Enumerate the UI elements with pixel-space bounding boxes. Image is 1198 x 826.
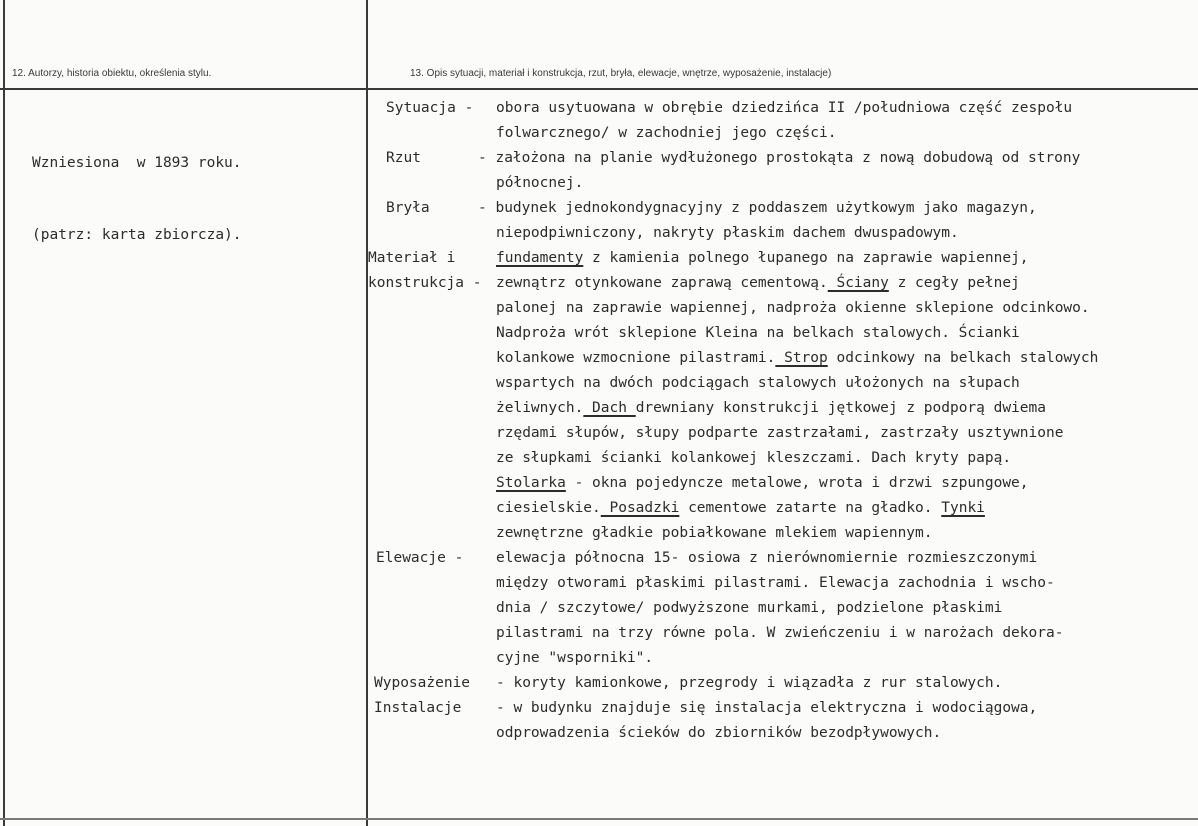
plan-text-1: - założona na planie wydłużonego prostokąta z nową dobudową od strony [478,150,1081,166]
label-elevation: Elewacje - [376,550,464,566]
material-text-1: fundamenty z kamienia polnego łupanego na zaprawie wapiennej, [496,250,1029,266]
section-13-header: 13. Opis sytuacji, materiał i konstrukcja, rzut, bryła, elewacje, wnętrze, wyposażenie, instalacje) [410,68,832,79]
history-column [32,103,242,271]
label-situation: Sytuacja - [386,100,474,116]
material-text-9: ze słupkami ścianki kolankowej kleszczami. Dach kryty papą. [496,450,1012,466]
elevation-text-2: między otworami płaskimi pilastrami. Elewacja zachodnia i wscho- [496,575,1055,591]
situation-text-2: folwarcznego/ w zachodniej jego części. [496,125,837,141]
label-plan: Rzut [386,150,421,166]
material-text-11: ciesielskie. Posadzki cementowe zatarte na gładko. Tynki [496,500,985,516]
bottom-rule [0,818,1198,820]
label-installations: Instalacje [374,700,462,716]
label-material-1: Materiał i [368,250,456,266]
mass-text-2: niepodpiwniczony, nakryty płaskim dachem dwuspadowym. [496,225,959,241]
label-material-2: konstrukcja - [368,275,482,291]
elevation-text-1: elewacja północna 15- osiowa z nierównomiernie rozmieszczonymi [496,550,1038,566]
history-line-1: Wzniesiona w 1893 roku. [32,155,242,171]
label-equipment: Wyposażenie [374,675,471,691]
material-text-8: rzędami słupów, słupy podparte zastrzałami, zastrzały usztywnione [496,425,1064,441]
material-text-2: zewnątrz otynkowane zaprawą cementową. Ściany z cegły pełnej [496,275,1020,291]
elevation-text-5: cyjne "wsporniki". [496,650,654,666]
material-text-4: Nadproża wrót sklepione Kleina na belkach stalowych. Ścianki [496,325,1020,341]
equipment-text-1: - koryty kamionkowe, przegrody i wiązadła z rur stalowych. [496,675,1003,691]
material-text-12: zewnętrzne gładkie pobiałkowane mlekiem wapiennym. [496,525,933,541]
column-divider [366,0,368,826]
section-12-header: 12. Autorzy, historia obiektu, określenia stylu. [12,68,212,79]
material-text-10: Stolarka - okna pojedyncze metalowe, wrota i drzwi szpungowe, [496,475,1029,491]
header-rule [0,88,1198,90]
term-sciany: Ściany [827,275,889,291]
term-stolarka: Stolarka [496,475,566,491]
history-line-2: (patrz: karta zbiorcza). [32,227,242,243]
term-dach: Dach [583,400,636,416]
material-text-6: wspartych na dwóch podciągach stalowych ułożonych na słupach [496,375,1020,391]
frame-left-edge [3,0,5,826]
situation-text-1: obora usytuowana w obrębie dziedzińca II /południowa część zespołu [496,100,1073,116]
term-posadzki: Posadzki [600,500,680,516]
label-mass: Bryła [386,200,430,216]
term-tynki: Tynki [941,500,985,516]
plan-text-2: północnej. [496,175,584,191]
mass-text-1: - budynek jednokondygnacyjny z poddaszem użytkowym jako magazyn, [478,200,1037,216]
material-text-7: żeliwnych. Dach drewniany konstrukcji jętkowej z podporą dwiema [496,400,1047,416]
term-fundamenty: fundamenty [496,250,584,266]
material-text-5: kolankowe wzmocnione pilastrami. Strop odcinkowy na belkach stalowych [496,350,1099,366]
installations-text-1: - w budynku znajduje się instalacja elektryczna i wodociągowa, [496,700,1038,716]
term-strop: Strop [775,350,828,366]
installations-text-2: odprowadzenia ścieków do zbiorników bezodpływowych. [496,725,942,741]
material-text-3: palonej na zaprawie wapiennej, nadproża okienne sklepione odcinkowo. [496,300,1090,316]
elevation-text-3: dnia / szczytowe/ podwyższone murkami, podzielone płaskimi [496,600,1003,616]
elevation-text-4: pilastrami na trzy równe pola. W zwieńczeniu i w narożach dekora- [496,625,1064,641]
